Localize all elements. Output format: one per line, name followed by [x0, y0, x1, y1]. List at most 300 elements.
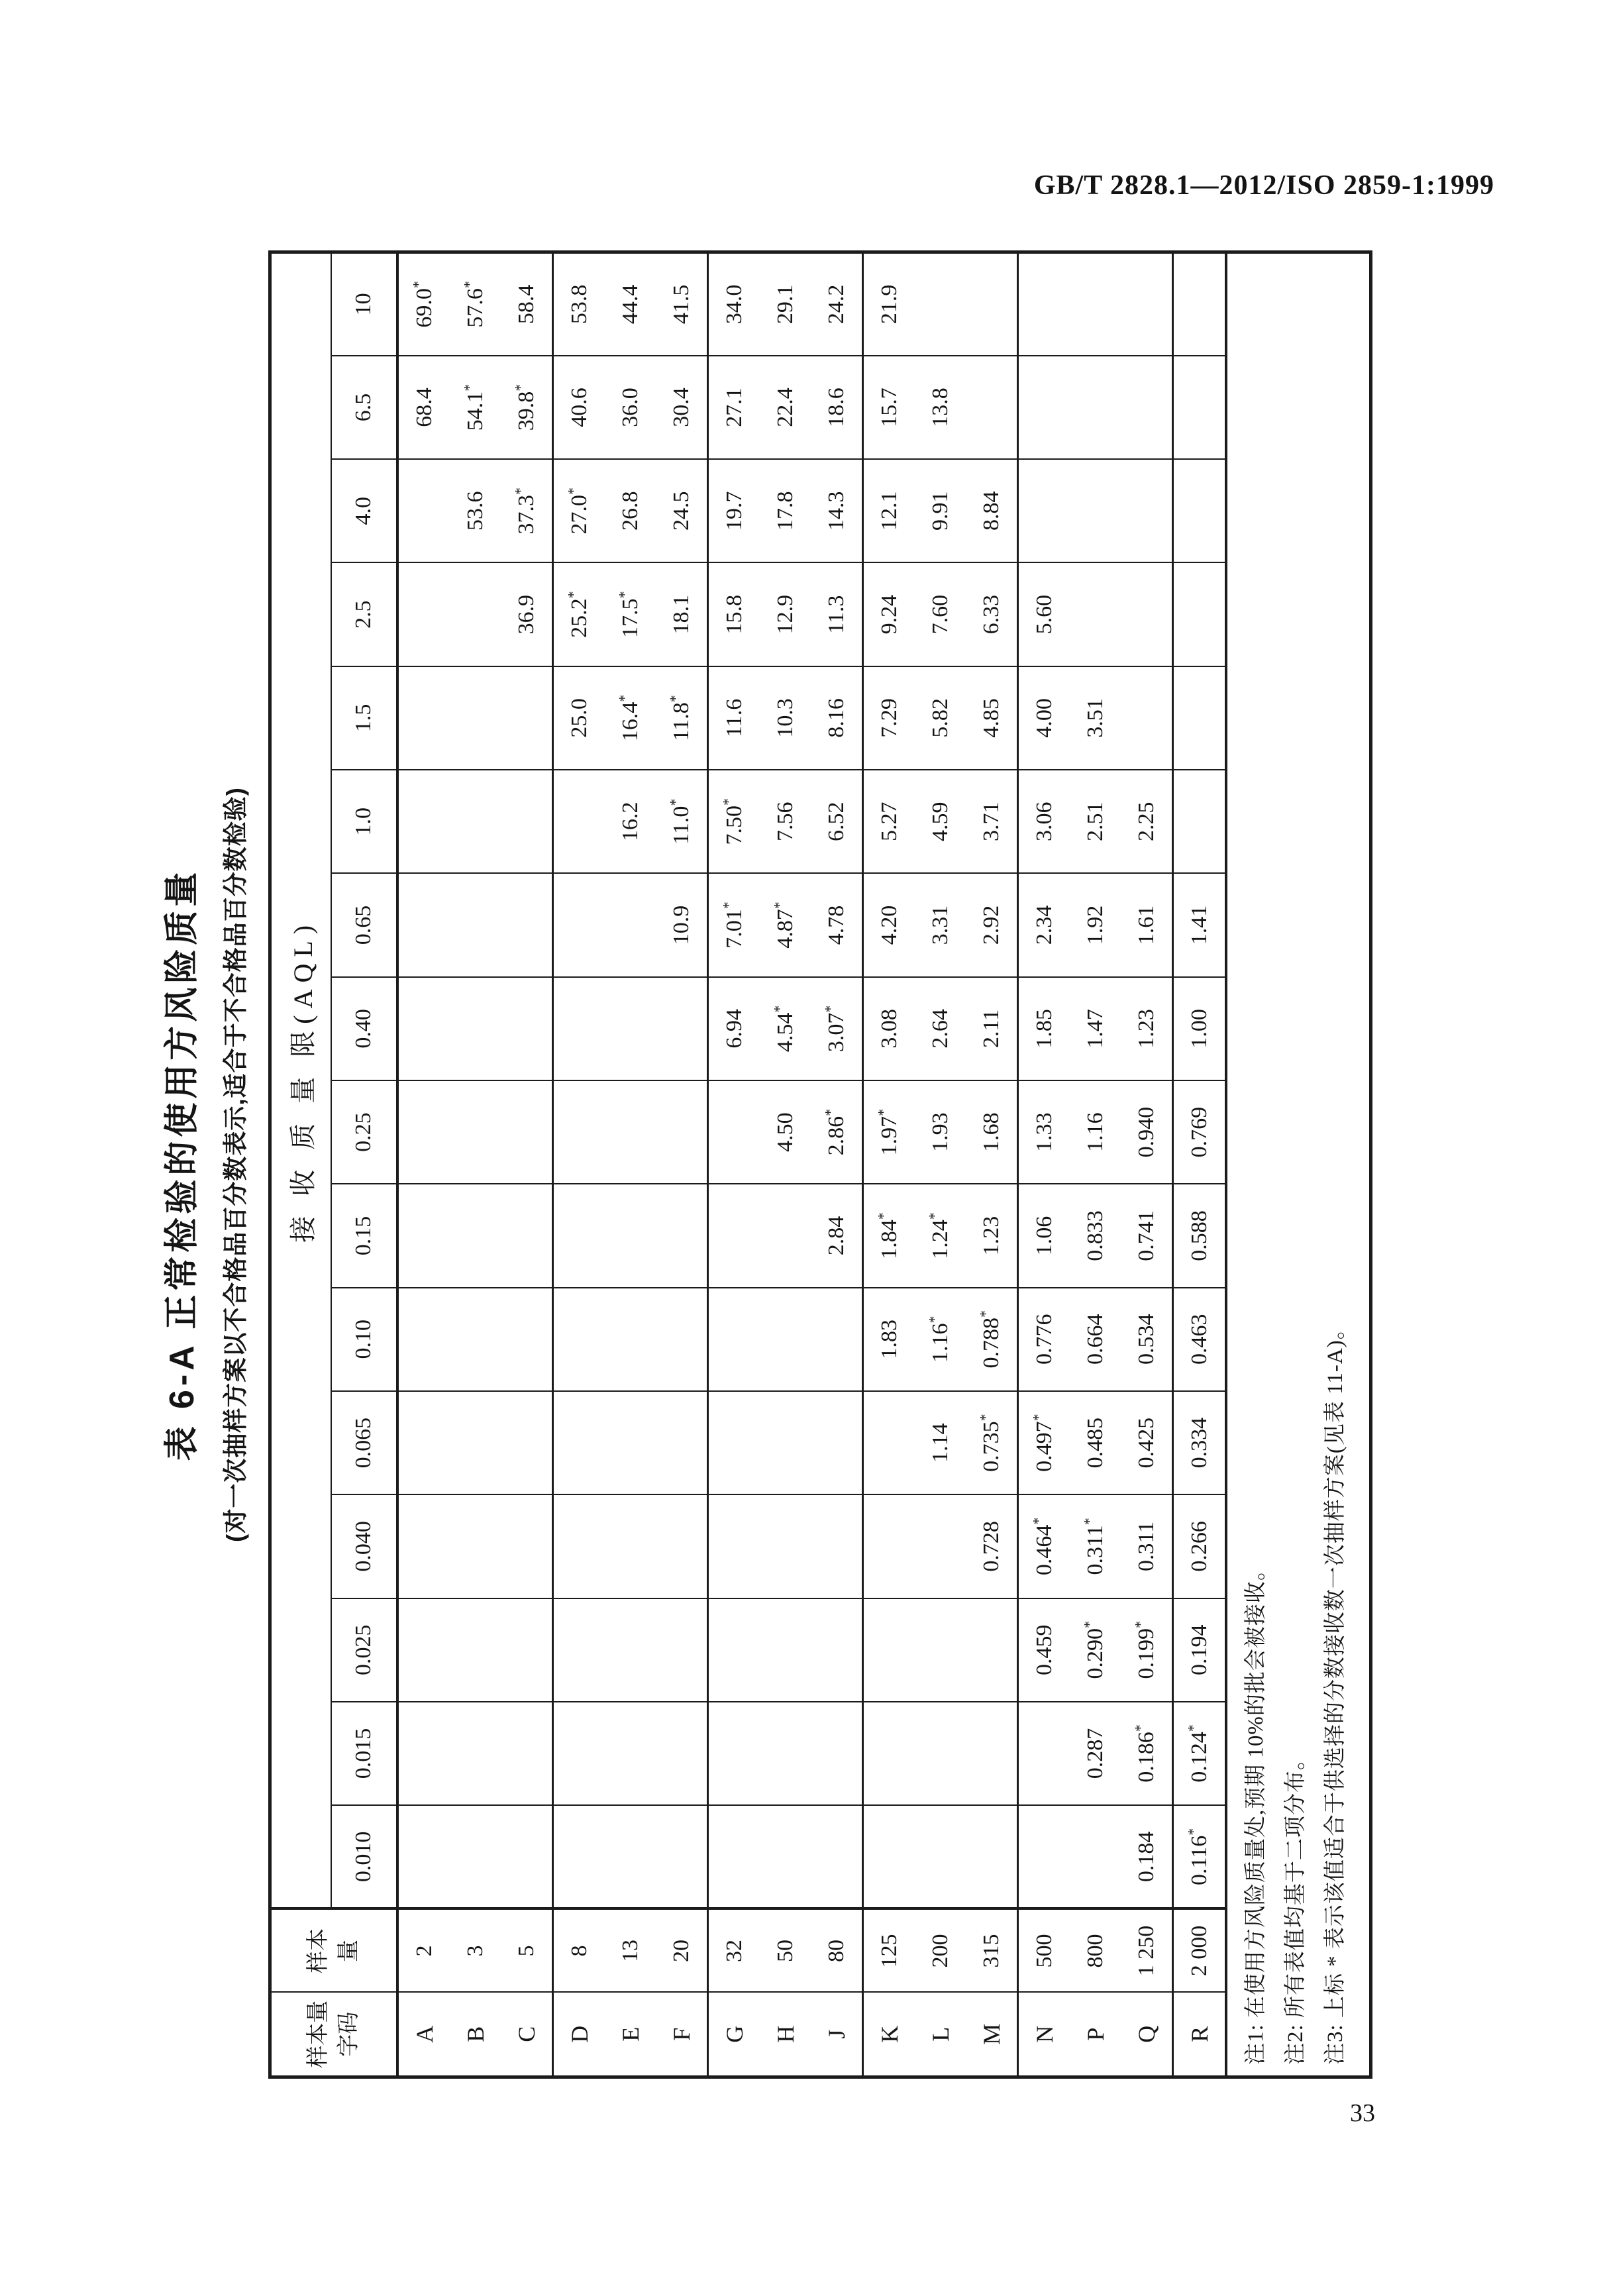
- cell-G-2.5: 15.8: [708, 562, 760, 666]
- aql-column-label-0.25: 0.25: [331, 1080, 397, 1184]
- cell-Q-0.25: 0.940: [1121, 1080, 1173, 1184]
- cell-N-2.5: 5.60: [1018, 562, 1070, 666]
- cell-Q-0.40: 1.23: [1121, 977, 1173, 1080]
- consumers-risk-quality-table: [268, 250, 1372, 2079]
- cell-Q-1.0: 2.25: [1121, 770, 1173, 873]
- cell-D-0.015: [553, 1702, 605, 1805]
- aql-column-label-2.5: 2.5: [331, 562, 397, 666]
- cell-L-1.0: 4.59: [915, 770, 966, 873]
- col-header-sample-size-line2: 量: [336, 1940, 361, 1962]
- cell-H-10: 29.1: [760, 252, 811, 356]
- cell-C-0.25: [501, 1080, 553, 1184]
- cell-R-0.10: 0.463: [1173, 1288, 1227, 1391]
- cell-B-6.5: 54.1*: [450, 356, 501, 459]
- col-header-sample-size-code-line2: 字码: [336, 2011, 361, 2057]
- cell-K-6.5: 15.7: [863, 356, 915, 459]
- cell-R-1.0: [1173, 770, 1227, 873]
- cell-Q-0.10: 0.534: [1121, 1288, 1173, 1391]
- table-note-1: 注1: 在使用方风险质量处,预期 10%的批会被接收。: [1244, 1558, 1268, 2065]
- aql-column-label-0.065: 0.065: [331, 1391, 397, 1494]
- cell-R-10: [1173, 252, 1227, 356]
- cell-N-0.040: 0.464*: [1018, 1494, 1070, 1598]
- col-header-sample-size-line1: 样本: [306, 1928, 331, 1973]
- cell-H-0.25: 4.50: [760, 1080, 811, 1184]
- cell-N-0.40: 1.85: [1018, 977, 1070, 1080]
- cell-Q-0.065: 0.425: [1121, 1391, 1173, 1494]
- cell-B-2.5: [450, 562, 501, 666]
- cell-A-0.65: [397, 873, 450, 976]
- cell-B-1.5: [450, 666, 501, 770]
- cell-N-1.0: 3.06: [1018, 770, 1070, 873]
- cell-N-0.15: 1.06: [1018, 1184, 1070, 1287]
- cell-M-2.5: 6.33: [966, 562, 1018, 666]
- cell-Q-0.010: 0.184: [1121, 1805, 1173, 1908]
- cell-P-0.15: 0.833: [1070, 1184, 1121, 1287]
- cell-F-1.5: 11.8*: [656, 666, 708, 770]
- cell-H-1.5: 10.3: [760, 666, 811, 770]
- aql-column-label-0.025: 0.025: [331, 1598, 397, 1702]
- cell-N-0.65: 2.34: [1018, 873, 1070, 976]
- cell-A-4.0: [397, 459, 450, 562]
- table-row-K: [863, 252, 915, 2077]
- cell-P-0.040: 0.311*: [1070, 1494, 1121, 1598]
- table-row-P: [1070, 252, 1121, 2077]
- cell-N-0.065: 0.497*: [1018, 1391, 1070, 1494]
- aql-column-label-1.5: 1.5: [331, 666, 397, 770]
- cell-K-0.25: 1.97*: [863, 1080, 915, 1184]
- cell-G-0.065: [708, 1391, 760, 1494]
- cell-H-1.0: 7.56: [760, 770, 811, 873]
- cell-B-4.0: 53.6: [450, 459, 501, 562]
- cell-C-0.015: [501, 1702, 553, 1805]
- table-row-A: [397, 252, 450, 2077]
- cell-N-4.0: [1018, 459, 1070, 562]
- aql-column-label-4.0: 4.0: [331, 459, 397, 562]
- cell-E-1.5: 16.4*: [605, 666, 656, 770]
- sample-size-Q: 1 250: [1121, 1909, 1173, 1993]
- code-letter-B: B: [450, 1993, 501, 2077]
- cell-M-6.5: [966, 356, 1018, 459]
- code-letter-M: M: [966, 1993, 1018, 2077]
- cell-C-0.025: [501, 1598, 553, 1702]
- cell-K-0.40: 3.08: [863, 977, 915, 1080]
- cell-K-0.65: 4.20: [863, 873, 915, 976]
- cell-F-6.5: 30.4: [656, 356, 708, 459]
- aql-column-label-0.10: 0.10: [331, 1288, 397, 1391]
- cell-Q-0.65: 1.61: [1121, 873, 1173, 976]
- cell-J-0.65: 4.78: [811, 873, 863, 976]
- cell-P-1.0: 2.51: [1070, 770, 1121, 873]
- cell-G-0.025: [708, 1598, 760, 1702]
- code-letter-C: C: [501, 1993, 553, 2077]
- cell-L-0.025: [915, 1598, 966, 1702]
- cell-J-2.5: 11.3: [811, 562, 863, 666]
- sample-size-J: 80: [811, 1909, 863, 1993]
- cell-B-0.015: [450, 1702, 501, 1805]
- cell-K-2.5: 9.24: [863, 562, 915, 666]
- aql-column-label-10: 10: [331, 252, 397, 356]
- cell-P-0.015: 0.287: [1070, 1702, 1121, 1805]
- cell-J-0.025: [811, 1598, 863, 1702]
- sample-size-P: 800: [1070, 1909, 1121, 1993]
- cell-P-0.025: 0.290*: [1070, 1598, 1121, 1702]
- cell-G-0.015: [708, 1702, 760, 1805]
- table-row-R: [1173, 252, 1227, 2077]
- table-row-D: [553, 252, 605, 2077]
- cell-B-0.10: [450, 1288, 501, 1391]
- code-letter-R: R: [1173, 1993, 1227, 2077]
- cell-L-2.5: 7.60: [915, 562, 966, 666]
- cell-G-0.65: 7.01*: [708, 873, 760, 976]
- cell-P-4.0: [1070, 459, 1121, 562]
- cell-N-0.10: 0.776: [1018, 1288, 1070, 1391]
- cell-B-0.65: [450, 873, 501, 976]
- cell-J-0.010: [811, 1805, 863, 1908]
- table-row-L: [915, 252, 966, 2077]
- cell-R-6.5: [1173, 356, 1227, 459]
- cell-R-0.65: 1.41: [1173, 873, 1227, 976]
- cell-N-1.5: 4.00: [1018, 666, 1070, 770]
- cell-F-1.0: 11.0*: [656, 770, 708, 873]
- cell-L-0.065: 1.14: [915, 1391, 966, 1494]
- cell-D-10: 53.8: [553, 252, 605, 356]
- cell-N-10: [1018, 252, 1070, 356]
- sample-size-M: 315: [966, 1909, 1018, 1993]
- cell-E-0.65: [605, 873, 656, 976]
- code-letter-H: H: [760, 1993, 811, 2077]
- code-letter-L: L: [915, 1993, 966, 2077]
- rotated-table-container: [152, 250, 1378, 2079]
- cell-E-0.25: [605, 1080, 656, 1184]
- table-row-C: [501, 252, 553, 2077]
- cell-R-0.065: 0.334: [1173, 1391, 1227, 1494]
- cell-J-6.5: 18.6: [811, 356, 863, 459]
- cell-B-0.25: [450, 1080, 501, 1184]
- col-header-sample-size: [270, 1909, 398, 1993]
- cell-G-0.15: [708, 1184, 760, 1287]
- cell-D-4.0: 27.0*: [553, 459, 605, 562]
- aql-column-label-0.40: 0.40: [331, 977, 397, 1080]
- cell-G-6.5: 27.1: [708, 356, 760, 459]
- cell-M-0.40: 2.11: [966, 977, 1018, 1080]
- cell-G-1.5: 11.6: [708, 666, 760, 770]
- cell-A-0.015: [397, 1702, 450, 1805]
- cell-N-0.025: 0.459: [1018, 1598, 1070, 1702]
- cell-F-10: 41.5: [656, 252, 708, 356]
- cell-J-10: 24.2: [811, 252, 863, 356]
- cell-C-1.0: [501, 770, 553, 873]
- cell-M-0.65: 2.92: [966, 873, 1018, 976]
- cell-P-2.5: [1070, 562, 1121, 666]
- cell-F-0.040: [656, 1494, 708, 1598]
- table-title: 表 6-A 正常检验的使用方风险质量: [163, 868, 201, 1461]
- code-letter-P: P: [1070, 1993, 1121, 2077]
- cell-M-4.0: 8.84: [966, 459, 1018, 562]
- col-header-aql-limit: 接 收 质 量 限(AQL): [270, 252, 331, 1909]
- cell-E-1.0: 16.2: [605, 770, 656, 873]
- sample-size-L: 200: [915, 1909, 966, 1993]
- cell-E-2.5: 17.5*: [605, 562, 656, 666]
- sample-size-K: 125: [863, 1909, 915, 1993]
- cell-C-1.5: [501, 666, 553, 770]
- cell-B-10: 57.6*: [450, 252, 501, 356]
- cell-P-0.065: 0.485: [1070, 1391, 1121, 1494]
- cell-B-1.0: [450, 770, 501, 873]
- cell-E-0.040: [605, 1494, 656, 1598]
- cell-E-6.5: 36.0: [605, 356, 656, 459]
- aql-column-label-0.15: 0.15: [331, 1184, 397, 1287]
- code-letter-A: A: [397, 1993, 450, 2077]
- cell-K-0.15: 1.84*: [863, 1184, 915, 1287]
- table-row-F: [656, 252, 708, 2077]
- cell-D-0.025: [553, 1598, 605, 1702]
- cell-A-0.025: [397, 1598, 450, 1702]
- cell-C-0.040: [501, 1494, 553, 1598]
- cell-H-0.65: 4.87*: [760, 873, 811, 976]
- table-row-G: [708, 252, 760, 2077]
- cell-E-0.015: [605, 1702, 656, 1805]
- cell-J-0.040: [811, 1494, 863, 1598]
- cell-P-0.65: 1.92: [1070, 873, 1121, 976]
- cell-A-0.25: [397, 1080, 450, 1184]
- cell-A-0.10: [397, 1288, 450, 1391]
- cell-F-0.40: [656, 977, 708, 1080]
- cell-F-0.15: [656, 1184, 708, 1287]
- cell-M-0.040: 0.728: [966, 1494, 1018, 1598]
- cell-B-0.15: [450, 1184, 501, 1287]
- cell-R-0.40: 1.00: [1173, 977, 1227, 1080]
- cell-J-1.0: 6.52: [811, 770, 863, 873]
- cell-A-1.5: [397, 666, 450, 770]
- cell-H-0.10: [760, 1288, 811, 1391]
- cell-C-2.5: 36.9: [501, 562, 553, 666]
- cell-L-0.15: 1.24*: [915, 1184, 966, 1287]
- cell-K-0.065: [863, 1391, 915, 1494]
- cell-L-0.040: [915, 1494, 966, 1598]
- cell-G-0.010: [708, 1805, 760, 1908]
- cell-E-10: 44.4: [605, 252, 656, 356]
- cell-M-0.10: 0.788*: [966, 1288, 1018, 1391]
- cell-P-0.40: 1.47: [1070, 977, 1121, 1080]
- cell-H-0.010: [760, 1805, 811, 1908]
- cell-Q-10: [1121, 252, 1173, 356]
- sample-size-H: 50: [760, 1909, 811, 1993]
- cell-F-2.5: 18.1: [656, 562, 708, 666]
- sample-size-C: 5: [501, 1909, 553, 1993]
- table-row-M: [966, 252, 1018, 2077]
- cell-H-2.5: 12.9: [760, 562, 811, 666]
- aql-column-label-1.0: 1.0: [331, 770, 397, 873]
- table-subtitle: (对一次抽样方案以不合格品百分数表示,适合于不合格品百分数检验): [222, 787, 249, 1542]
- cell-M-10: [966, 252, 1018, 356]
- cell-N-0.010: [1018, 1805, 1070, 1908]
- cell-M-0.015: [966, 1702, 1018, 1805]
- cell-Q-4.0: [1121, 459, 1173, 562]
- cell-P-0.010: [1070, 1805, 1121, 1908]
- cell-P-0.10: 0.664: [1070, 1288, 1121, 1391]
- cell-A-0.040: [397, 1494, 450, 1598]
- code-letter-J: J: [811, 1993, 863, 2077]
- cell-N-0.015: [1018, 1702, 1070, 1805]
- cell-R-4.0: [1173, 459, 1227, 562]
- cell-M-1.0: 3.71: [966, 770, 1018, 873]
- cell-D-0.065: [553, 1391, 605, 1494]
- aql-column-label-0.65: 0.65: [331, 873, 397, 976]
- code-letter-F: F: [656, 1993, 708, 2077]
- cell-E-0.10: [605, 1288, 656, 1391]
- col-header-sample-size-code: [270, 1993, 398, 2077]
- cell-K-1.5: 7.29: [863, 666, 915, 770]
- cell-P-10: [1070, 252, 1121, 356]
- table-row-N: [1018, 252, 1070, 2077]
- cell-M-1.5: 4.85: [966, 666, 1018, 770]
- cell-R-0.015: 0.124*: [1173, 1702, 1227, 1805]
- cell-L-10: [915, 252, 966, 356]
- cell-R-0.15: 0.588: [1173, 1184, 1227, 1287]
- cell-B-0.040: [450, 1494, 501, 1598]
- cell-C-10: 58.4: [501, 252, 553, 356]
- cell-L-0.25: 1.93: [915, 1080, 966, 1184]
- col-header-sample-size-code-line1: 样本量: [306, 2000, 331, 2068]
- code-letter-K: K: [863, 1993, 915, 2077]
- table-row-B: [450, 252, 501, 2077]
- sample-size-F: 20: [656, 1909, 708, 1993]
- cell-D-2.5: 25.2*: [553, 562, 605, 666]
- cell-K-0.040: [863, 1494, 915, 1598]
- table-notes: [1226, 252, 1371, 2077]
- cell-E-0.025: [605, 1598, 656, 1702]
- cell-A-0.065: [397, 1391, 450, 1494]
- standard-number-header: GB/T 2828.1—2012/ISO 2859-1:1999: [1033, 170, 1494, 201]
- cell-K-4.0: 12.1: [863, 459, 915, 562]
- sample-size-N: 500: [1018, 1909, 1070, 1993]
- cell-R-0.010: 0.116*: [1173, 1805, 1227, 1908]
- table-note-2: 注2: 所有表值均基于二项分布。: [1284, 1748, 1308, 2065]
- cell-L-0.40: 2.64: [915, 977, 966, 1080]
- sample-size-E: 13: [605, 1909, 656, 1993]
- cell-L-0.015: [915, 1702, 966, 1805]
- cell-J-0.15: 2.84: [811, 1184, 863, 1287]
- cell-G-0.10: [708, 1288, 760, 1391]
- cell-L-0.10: 1.16*: [915, 1288, 966, 1391]
- table-row-E: [605, 252, 656, 2077]
- table-note-3: 注3: 上标 * 表示该值适合于供选择的分数接收数一次抽样方案(见表 11-A)。: [1323, 1317, 1347, 2065]
- cell-P-1.5: 3.51: [1070, 666, 1121, 770]
- cell-P-0.25: 1.16: [1070, 1080, 1121, 1184]
- cell-H-0.025: [760, 1598, 811, 1702]
- cell-A-10: 69.0*: [397, 252, 450, 356]
- cell-C-0.40: [501, 977, 553, 1080]
- cell-B-0.065: [450, 1391, 501, 1494]
- aql-column-label-6.5: 6.5: [331, 356, 397, 459]
- cell-L-1.5: 5.82: [915, 666, 966, 770]
- cell-L-0.010: [915, 1805, 966, 1908]
- cell-L-6.5: 13.8: [915, 356, 966, 459]
- cell-Q-2.5: [1121, 562, 1173, 666]
- cell-M-0.010: [966, 1805, 1018, 1908]
- cell-J-0.40: 3.07*: [811, 977, 863, 1080]
- aql-column-label-0.010: 0.010: [331, 1805, 397, 1908]
- cell-N-6.5: [1018, 356, 1070, 459]
- cell-C-6.5: 39.8*: [501, 356, 553, 459]
- cell-G-0.40: 6.94: [708, 977, 760, 1080]
- cell-A-0.010: [397, 1805, 450, 1908]
- cell-Q-0.040: 0.311: [1121, 1494, 1173, 1598]
- sample-size-G: 32: [708, 1909, 760, 1993]
- cell-R-0.025: 0.194: [1173, 1598, 1227, 1702]
- cell-M-0.025: [966, 1598, 1018, 1702]
- cell-C-0.65: [501, 873, 553, 976]
- cell-D-0.15: [553, 1184, 605, 1287]
- cell-D-0.65: [553, 873, 605, 976]
- cell-C-0.10: [501, 1288, 553, 1391]
- cell-D-0.010: [553, 1805, 605, 1908]
- table-row-Q: [1121, 252, 1173, 2077]
- cell-H-0.065: [760, 1391, 811, 1494]
- cell-G-1.0: 7.50*: [708, 770, 760, 873]
- cell-D-1.5: 25.0: [553, 666, 605, 770]
- cell-F-0.010: [656, 1805, 708, 1908]
- cell-K-10: 21.9: [863, 252, 915, 356]
- cell-M-0.15: 1.23: [966, 1184, 1018, 1287]
- cell-J-1.5: 8.16: [811, 666, 863, 770]
- cell-B-0.025: [450, 1598, 501, 1702]
- cell-L-4.0: 9.91: [915, 459, 966, 562]
- cell-H-6.5: 22.4: [760, 356, 811, 459]
- sample-size-A: 2: [397, 1909, 450, 1993]
- cell-E-0.40: [605, 977, 656, 1080]
- cell-F-4.0: 24.5: [656, 459, 708, 562]
- cell-K-0.025: [863, 1598, 915, 1702]
- cell-C-4.0: 37.3*: [501, 459, 553, 562]
- cell-H-0.015: [760, 1702, 811, 1805]
- cell-H-0.40: 4.54*: [760, 977, 811, 1080]
- cell-J-4.0: 14.3: [811, 459, 863, 562]
- cell-Q-1.5: [1121, 666, 1173, 770]
- cell-F-0.10: [656, 1288, 708, 1391]
- cell-A-2.5: [397, 562, 450, 666]
- cell-F-0.015: [656, 1702, 708, 1805]
- sample-size-B: 3: [450, 1909, 501, 1993]
- cell-D-0.10: [553, 1288, 605, 1391]
- cell-Q-6.5: [1121, 356, 1173, 459]
- cell-D-0.25: [553, 1080, 605, 1184]
- cell-H-0.040: [760, 1494, 811, 1598]
- cell-D-1.0: [553, 770, 605, 873]
- cell-F-0.25: [656, 1080, 708, 1184]
- cell-E-0.065: [605, 1391, 656, 1494]
- cell-G-4.0: 19.7: [708, 459, 760, 562]
- cell-H-0.15: [760, 1184, 811, 1287]
- cell-Q-0.15: 0.741: [1121, 1184, 1173, 1287]
- cell-A-0.40: [397, 977, 450, 1080]
- cell-N-0.25: 1.33: [1018, 1080, 1070, 1184]
- table-row-H: [760, 252, 811, 2077]
- cell-G-0.040: [708, 1494, 760, 1598]
- cell-R-0.25: 0.769: [1173, 1080, 1227, 1184]
- cell-A-6.5: 68.4: [397, 356, 450, 459]
- cell-R-0.040: 0.266: [1173, 1494, 1227, 1598]
- cell-G-10: 34.0: [708, 252, 760, 356]
- cell-Q-0.015: 0.186*: [1121, 1702, 1173, 1805]
- table-row-J: [811, 252, 863, 2077]
- cell-K-0.015: [863, 1702, 915, 1805]
- cell-Q-0.025: 0.199*: [1121, 1598, 1173, 1702]
- aql-column-label-0.040: 0.040: [331, 1494, 397, 1598]
- code-letter-D: D: [553, 1993, 605, 2077]
- code-letter-Q: Q: [1121, 1993, 1173, 2077]
- cell-D-6.5: 40.6: [553, 356, 605, 459]
